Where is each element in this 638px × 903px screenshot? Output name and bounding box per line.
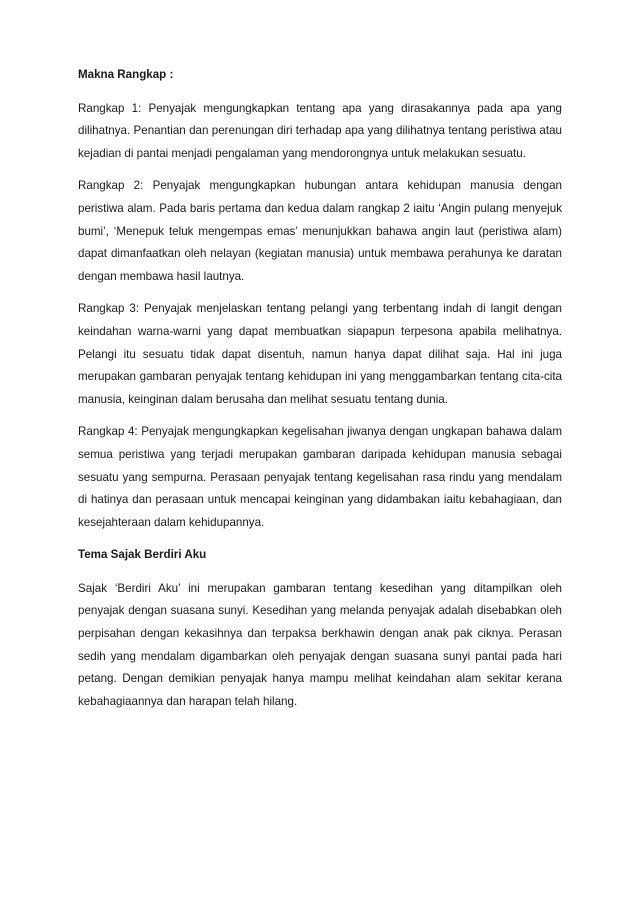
paragraph-rangkap-3: Rangkap 3: Penyajak menjelaskan tentang pelangi yang terbentang indah di langit dengan keindahan warna-warni yang dapat membuatkan siapapun terpesona apabila melihatnya. Pelangi itu sesuatu tidak dapat disentuh, namun hanya dapat dilihat saja. Hal ini juga merupakan gambaran penyajak tentang kehidupan ini yang menggambarkan tentang cita-cita manusia, keinginan dalam berusaha dan melihat sesuatu tentang dunia. bbox=[78, 302, 562, 406]
paragraph-rangkap-2: Rangkap 2: Penyajak mengungkapkan hubungan antara kehidupan manusia dengan peristiwa alam. Pada baris pertama dan kedua dalam rangkap 2 iaitu ‘Angin pulang menyejuk bumi’, ‘Menepuk teluk mengempas emas’ menunjukkan bahawa angin laut (peristiwa alam) dapat dimanfaatkan oleh nelayan (kegiatan manusia) untuk membawa perahunya ke daratan dengan membawa hasil lautnya. bbox=[78, 179, 562, 283]
section-heading-tema: Tema Sajak Berdiri Aku bbox=[78, 548, 207, 562]
section-heading-makna-rangkap: Makna Rangkap : bbox=[78, 68, 174, 81]
paragraph-rangkap-4: Rangkap 4: Penyajak mengungkapkan kegelisahan jiwanya dengan ungkapan bahawa dalam semua peristiwa yang terjadi merupakan gambaran daripada kehidupan manusia sebagai sesuatu yang sempurna. Perasaan penyajak tentang kegelisahan rasa rindu yang mendalam di hatinya dan perasaan untuk mencapai keinginan yang didambakan iaitu kebahagiaan, dan kesejahteraan dalam kehidupannya. bbox=[78, 425, 562, 529]
paragraph-tema: Sajak ‘Berdiri Aku’ ini merupakan gambaran tentang kesedihan yang ditampilkan oleh penyajak dengan suasana sunyi. Kesedihan yang melanda penyajak adalah disebabkan oleh perpisahan dengan kekasihnya dan terpaksa berkhawin dengan anak pak ciknya. Perasan sedih yang mendalam digambarkan oleh penyajak dengan suasana sunyi pantai pada hari petang. Dengan demikian penyajak hanya mampu melihat keindahan alam sekitar kerana kebahagiaannya dan harapan telah hilang. bbox=[78, 581, 562, 708]
paragraph-rangkap-1: Rangkap 1: Penyajak mengungkapkan tentang apa yang dirasakannya pada apa yang dilihatnya. Penantian dan perenungan diri terhadap apa yang dilihatnya tentang peristiwa atau kejadian di pantai menjadi pengalaman yang mendorongnya untuk melakukan sesuatu. bbox=[78, 101, 562, 160]
document-body bbox=[78, 64, 562, 723]
